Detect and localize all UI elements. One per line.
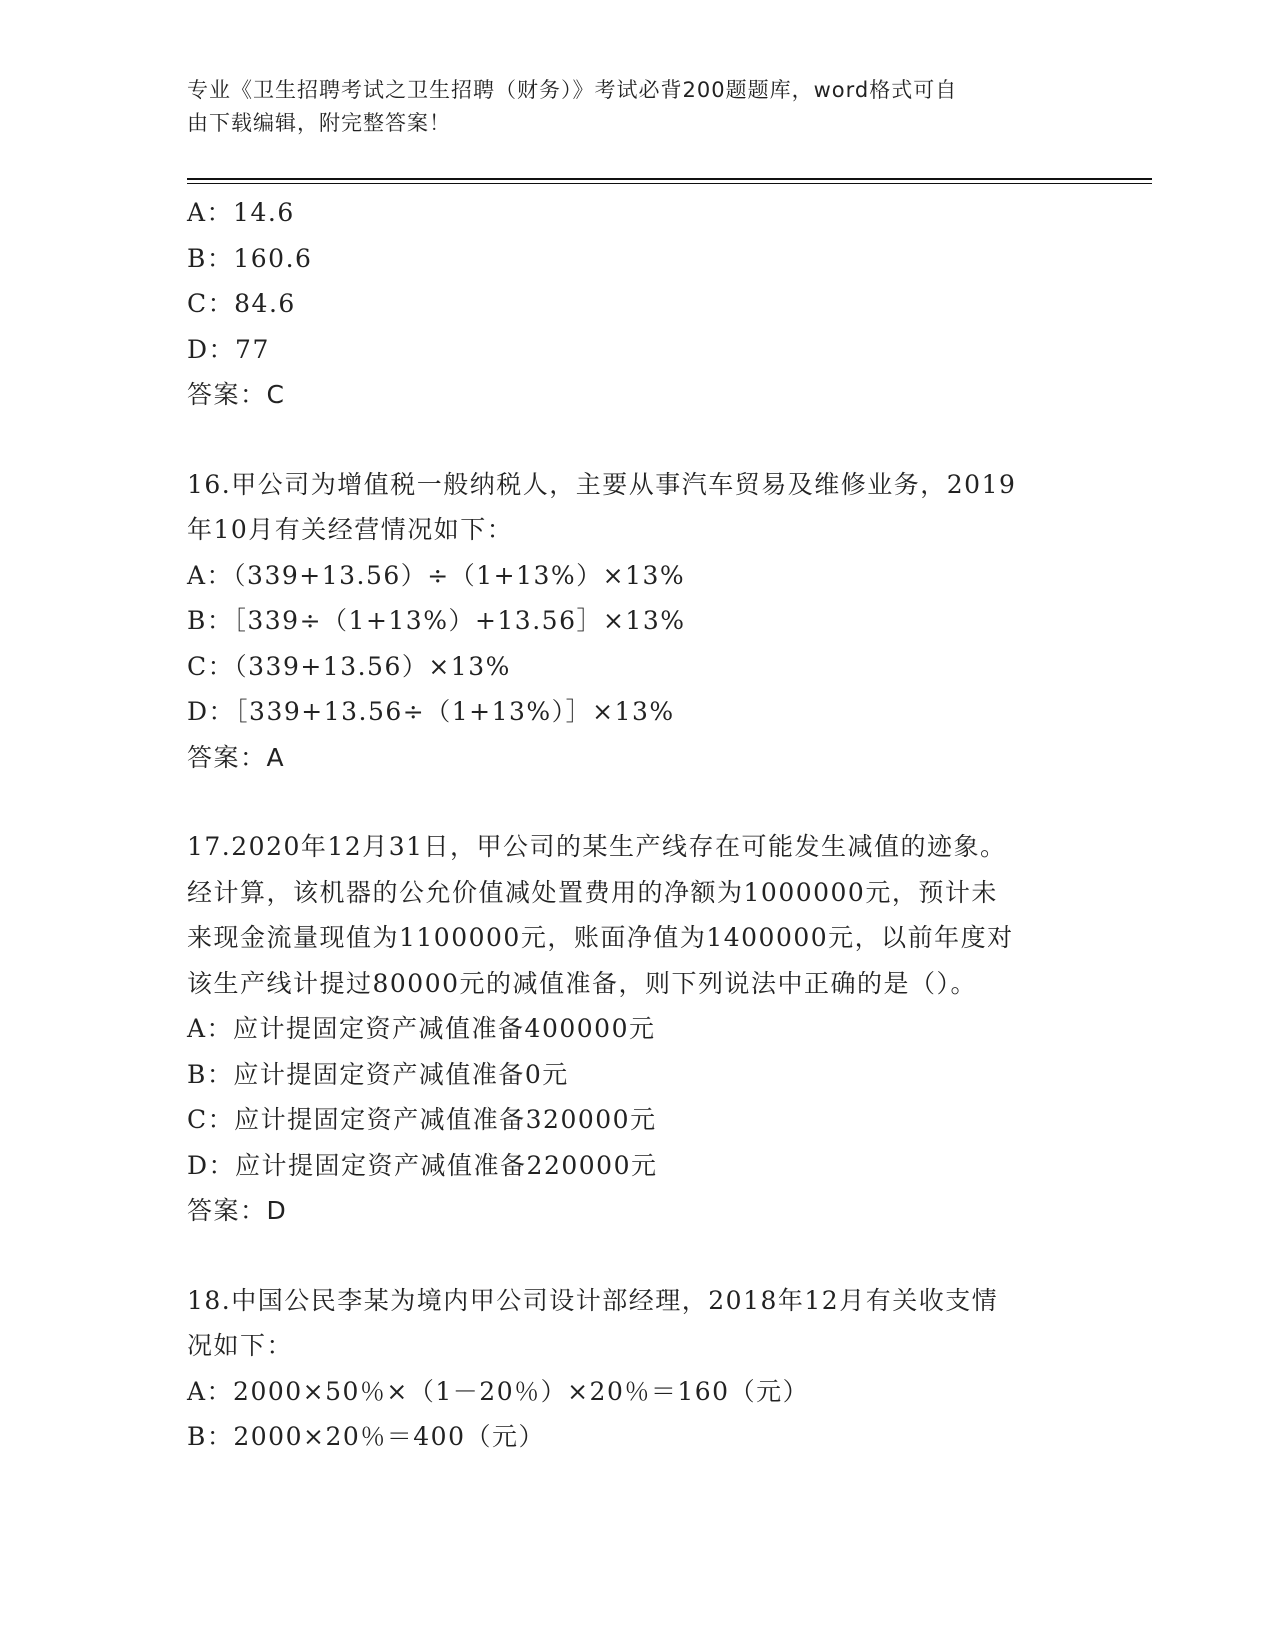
option-a: A：应计提固定资产减值准备400000元 <box>187 1014 656 1043</box>
option-c: C：应计提固定资产减值准备320000元 <box>187 1105 657 1134</box>
option-d: D：77 <box>187 334 270 364</box>
question-spacer <box>187 780 1087 824</box>
option-a: A：14.6 <box>187 198 295 227</box>
document-header <box>187 74 1067 140</box>
answer-line: 答案：C <box>187 380 286 409</box>
question-18-text-line-1: 18.中国公民李某为境内甲公司设计部经理，2018年12月有关收支情 <box>187 1285 999 1315</box>
question-16-block <box>187 462 1087 781</box>
answer-line: 答案：A <box>187 742 286 772</box>
question-spacer <box>187 1234 1087 1278</box>
question-16-text-line-1: 16.甲公司为增值税一般纳税人，主要从事汽车贸易及维修业务，2019 <box>187 469 1017 499</box>
option-b: B：2000×20％＝400（元） <box>187 1422 545 1451</box>
header-title-line-2: 由下载编辑，附完整答案！ <box>187 111 451 135</box>
option-c: C：84.6 <box>187 289 296 318</box>
header-title-line-1: 专业《卫生招聘考试之卫生招聘（财务）》考试必背200题题库，word格式可自 <box>187 78 958 102</box>
option-b: B：应计提固定资产减值准备0元 <box>187 1059 569 1089</box>
question-16-text-line-2: 年10月有关经营情况如下： <box>187 515 514 544</box>
header-rule-thin <box>187 183 1152 184</box>
question-18-block <box>187 1278 1087 1460</box>
question-17-block <box>187 824 1087 1234</box>
option-d: D：［339+13.56÷（1+13%）］×13% <box>187 697 675 726</box>
question-17-text-line-1: 17.2020年12月31日，甲公司的某生产线存在可能发生减值的迹象。 <box>187 832 1007 861</box>
option-d: D：应计提固定资产减值准备220000元 <box>187 1150 658 1180</box>
question-list <box>187 190 1087 1460</box>
option-b: B：160.6 <box>187 243 313 273</box>
question-17-text-line-3: 来现金流量现值为1100000元，账面净值为1400000元，以前年度对 <box>187 923 1014 952</box>
question-17-text-line-4: 该生产线计提过80000元的减值准备，则下列说法中正确的是（）。 <box>187 968 978 998</box>
answer-line: 答案：D <box>187 1196 288 1225</box>
option-c: C：（339+13.56）×13% <box>187 651 511 681</box>
question-15-block <box>187 190 1087 418</box>
question-spacer <box>187 418 1087 462</box>
option-a: A：（339+13.56）÷（1+13%）×13% <box>187 560 686 590</box>
question-18-text-line-2: 况如下： <box>187 1331 294 1360</box>
option-b: B：［339÷（1+13%）+13.56］×13% <box>187 606 686 635</box>
option-a: A：2000×50％×（1－20％）×20％＝160（元） <box>187 1376 810 1406</box>
header-rule-thick <box>187 178 1152 180</box>
question-17-text-line-2: 经计算，该机器的公允价值减处置费用的净额为1000000元，预计未 <box>187 877 998 907</box>
